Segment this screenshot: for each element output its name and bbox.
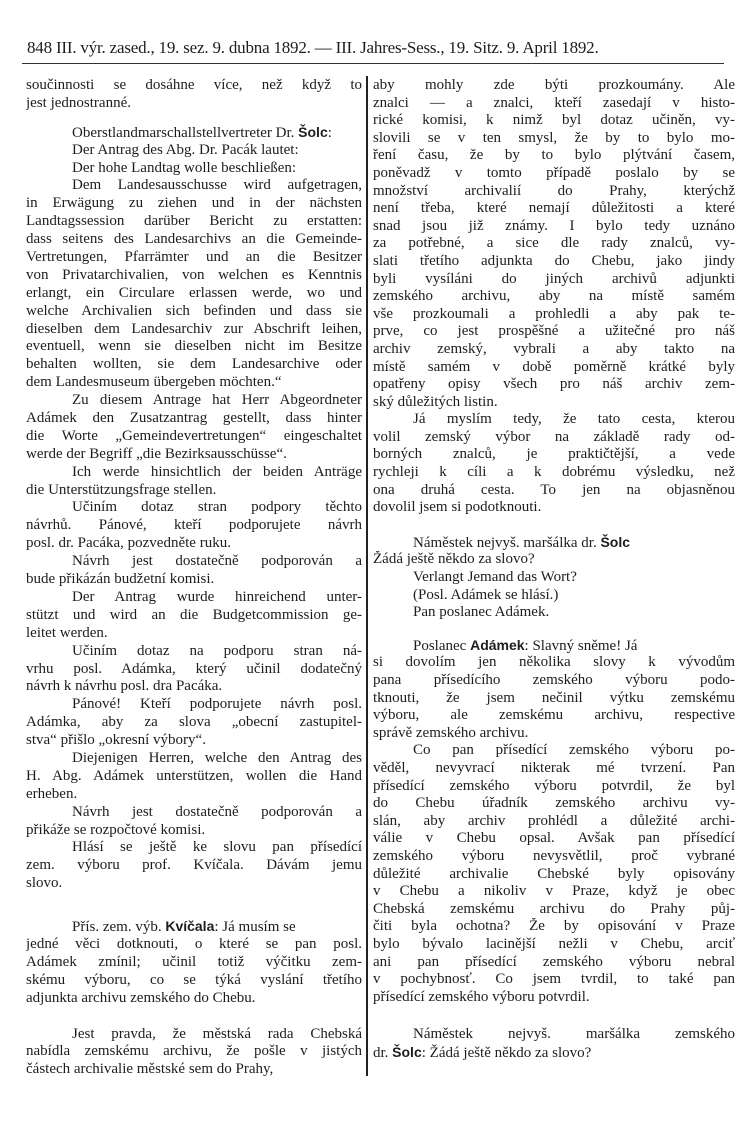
- text-line: die Worte „Gemeindevertretungen“ eingeschaltet: [26, 427, 362, 444]
- left-column: [26, 77, 362, 1079]
- speaker-line: [26, 124, 362, 142]
- line-content: [72, 919, 296, 935]
- line-content: [413, 535, 630, 551]
- text-line: znalci — a znalci, kteří zasedají v histo-: [373, 94, 735, 111]
- text-line: Vertretungen, Pfarrämter und an die Besitzer: [26, 249, 362, 266]
- paragraph: [26, 696, 362, 750]
- text-line: Diejenigen Herren, welche den Antrag des: [72, 749, 362, 766]
- text-line: poněvadž v tomto případě poslalo by se: [373, 164, 735, 181]
- text-line: v Chebu a nikoliv v Praze, když je obec: [373, 883, 735, 900]
- line-text: : Já musím se: [214, 919, 296, 936]
- text-line: snad jsou již známy. I bylo tedy uznáno: [373, 217, 735, 234]
- paragraph: [373, 569, 735, 587]
- text-line: erheben.: [26, 785, 78, 802]
- paragraph: [26, 643, 362, 697]
- text-line: behalten wollten, sie dem Landesarchive oder: [26, 356, 362, 373]
- text-line: vrhu posl. Adámka, který učinil dodatečný: [26, 660, 362, 677]
- text-line: Pan poslanec Adámek.: [413, 604, 550, 621]
- text-line: borných znalců, je praktičtější, a vede: [373, 446, 735, 463]
- text-line: Landtagssession darüber Bericht zu erstatten:: [26, 213, 362, 230]
- text-line: tknouti, že jsem nečinil výtku zemskému: [373, 689, 735, 706]
- speaker-name: Kvíčala: [165, 918, 215, 935]
- line-text: dr.: [373, 1044, 393, 1061]
- text-line: Já myslím tedy, že tato cesta, kterou: [413, 411, 735, 428]
- text-line: návrh k návrhu posl. dra Pacáka.: [26, 678, 223, 695]
- line-text: Oberstlandmarschallstellvertreter Dr.: [72, 124, 299, 141]
- text-line: die Unterstützungsfrage stellen.: [26, 481, 217, 498]
- text-line: von Privatarchivalien, von welchen es Kenntnis: [26, 266, 362, 283]
- text-line: volil zemský výbor na základě rady od-: [373, 428, 735, 445]
- paragraph: [26, 1026, 362, 1080]
- line-text: Náměstek nejvyš. maršálka dr.: [413, 534, 601, 551]
- text-line: skému výboru, co se týká vyslání třetího: [26, 971, 362, 988]
- paragraph: [26, 918, 362, 1007]
- text-line: ani pan přísedící zemského výboru nebral: [373, 953, 735, 970]
- line-text: : Žádá ještě někdo za slovo?: [421, 1044, 592, 1061]
- speaker-name: Adámek: [470, 636, 525, 653]
- line-content: [72, 125, 332, 141]
- text-line: slati třetího adjunkta do Chebu, jako jindy: [373, 252, 735, 269]
- text-line: byli vysíláni do jiných archivů adjunkti: [373, 270, 735, 287]
- text-line: Pánové! Kteří podporujete návrh posl.: [72, 696, 362, 713]
- paragraph: [26, 589, 362, 643]
- text-line: erlangt, ein Circulare erlassen werde, wo und: [26, 284, 362, 301]
- text-line: in Erwägung zu ziehen und in der nächsten: [26, 195, 362, 212]
- text-line: správě zemského archivu.: [373, 724, 529, 741]
- text-line: dieselben dem Landesarchiv zur Abschrift leihen,: [26, 320, 362, 337]
- paragraph: [373, 587, 735, 605]
- text-line: Náměstek nejvyš. maršálka zemského: [413, 1026, 735, 1043]
- text-line: Dem Landesausschusse wird aufgetragen,: [72, 177, 362, 194]
- paragraph: [373, 742, 735, 1006]
- paragraph: [26, 750, 362, 804]
- text-line: výboru, ale zemskému archivu, respective: [373, 707, 735, 724]
- text-line: věděl, nevyvrací nikterak mé tvrzení. Pan: [373, 759, 735, 776]
- speaker-name: Šolc: [298, 123, 328, 140]
- text-line: (Posl. Adámek se hlásí.): [413, 586, 559, 603]
- text-line: čiti byla ochotna? Že by opisování v Praze: [373, 918, 735, 935]
- text-line: do Chebu úřadník zemského archivu vy-: [373, 795, 735, 812]
- text-line: Ich werde hinsichtlich der beiden Anträge: [72, 463, 362, 480]
- header-divider: [22, 63, 724, 64]
- text-line: opatřeny opisy všech pro náš archiv zem-: [373, 376, 735, 393]
- column-divider: [366, 76, 368, 1076]
- text-line: Adámek zmínil; učinil totiž výčitku zem-: [26, 953, 362, 970]
- paragraph: [26, 392, 362, 464]
- paragraph: [373, 604, 735, 622]
- line-text: Přís. zem. výb.: [72, 919, 166, 936]
- text-line: dem Landesmuseum übergeben möchten.“: [26, 374, 282, 391]
- paragraph: [373, 637, 735, 743]
- text-line: jedné věci dotknouti, o které se pan posl.: [26, 935, 362, 952]
- text-line: rické komisi, k nimž byl dotaz učiněn, vy-: [373, 112, 735, 129]
- text-line: Jest pravda, že městská rada Chebská: [72, 1025, 362, 1042]
- paragraph: [26, 804, 362, 840]
- text-line: Chebská zemskému archivu do Prahy půj-: [373, 900, 735, 917]
- text-line: archiv zemský, vybrali a aby takto na: [373, 340, 735, 357]
- text-line: návrhů. Pánové, kteří podporujete návrh: [26, 517, 362, 534]
- speaker-line: [373, 534, 735, 552]
- text-line: Co pan přísedící zemského výboru po-: [413, 742, 735, 759]
- text-line: Žádá ještě někdo za slovo?: [373, 551, 535, 568]
- text-line: Návrh jest dostatečně podporován a: [72, 553, 362, 570]
- text-line: částech archivalie městské sem do Prahy,: [26, 1061, 274, 1078]
- text-line: Der Antrag des Abg. Dr. Pacák lautet:: [72, 141, 299, 158]
- text-line: slán, aby archiv prohlédl a důležité archi-: [373, 812, 735, 829]
- text-line: bylo bývalo lacinější nežli v Chebu, arciť: [373, 935, 735, 952]
- text-line: welche Archivalien sich befinden und dass sie: [26, 302, 362, 319]
- text-line: Učiním dotaz na podporu stran ná-: [72, 642, 362, 659]
- line-text: : Slavný sněme! Já: [524, 637, 638, 654]
- paragraph: [26, 553, 362, 589]
- text-line: za potřebné, a sice dle rady znalců, vy-: [373, 235, 735, 252]
- right-column: [373, 77, 735, 1061]
- text-line: leitet werden.: [26, 624, 108, 641]
- text-line: ský důležitých listin.: [373, 393, 498, 410]
- text-line: Der Antrag wurde hinreichend unter-: [72, 588, 362, 605]
- text-line: rychleji k cíli a k dobrému výsledku, než: [373, 464, 735, 481]
- text-line: není třeba, které nemají důležitosti a které: [373, 200, 735, 217]
- text-line: vše prozkoumali a prohledli a aby pak te-: [373, 305, 735, 322]
- text-line: Učiním dotaz stran podpory těchto: [72, 499, 362, 516]
- text-line: adjunkta archivu zemského do Chebu.: [26, 989, 256, 1006]
- text-line: si dovolím jen několika slovy k vývodům: [373, 654, 735, 671]
- speaker-line: [373, 1044, 735, 1062]
- text-line: zemského archivu, aby na místě samém: [373, 288, 735, 305]
- text-line: stützt und wird an die Budgetcommission ge-: [26, 606, 362, 623]
- paragraph: [26, 142, 362, 160]
- paragraph: [26, 839, 362, 893]
- text-line: dovolil jsem si podotknouti.: [373, 499, 542, 516]
- text-line: dass seitens des Landesarchivs an die Gemeinde-: [26, 231, 362, 248]
- paragraph: [373, 411, 735, 517]
- paragraph: [373, 534, 735, 569]
- text-line: posl. dr. Pacáka, pozvedněte ruku.: [26, 535, 231, 552]
- text-line: místě samém v době poměrně krátké byly: [373, 358, 735, 375]
- text-line: stva“ přišlo „okresní výbory“.: [26, 732, 206, 749]
- text-line: prve, co jest prospěšné a užitečné pro náš: [373, 323, 735, 340]
- paragraph: [26, 464, 362, 500]
- line-content: [373, 1045, 591, 1061]
- text-line: werde der Begriff „die Bezirksausschüsse“.: [26, 445, 287, 462]
- text-line: bude přikázán budžetní komisi.: [26, 571, 215, 588]
- paragraph: [26, 160, 362, 178]
- paragraph: [373, 77, 735, 411]
- line-text: Poslanec: [413, 637, 471, 654]
- paragraph: [26, 499, 362, 553]
- text-line: přísedící zemského výboru potvrdil, že byl: [373, 777, 735, 794]
- paragraph: [373, 1026, 735, 1061]
- paragraph: [26, 124, 362, 142]
- text-line: Návrh jest dostatečně podporován a: [72, 803, 362, 820]
- speaker-name: Šolc: [600, 533, 631, 550]
- speaker-line: [373, 637, 735, 655]
- text-line: pana přísedícího zemského výboru podo-: [373, 672, 735, 688]
- text-line: válie v Chebu opsal. Avšak pan přísedící: [373, 830, 735, 847]
- text-line: ona druhá cesta. To jen na objasněnou: [373, 481, 735, 498]
- text-line: Verlangt Jemand das Wort?: [413, 569, 577, 586]
- paragraph: [26, 177, 362, 392]
- text-line: Adámek den Zusatzantrag gestellt, dass hinter: [26, 410, 362, 427]
- text-line: součinnosti se dosáhne více, než když to: [26, 77, 362, 93]
- text-line: eventuell, wenn sie dieselben nicht im Besitze: [26, 338, 362, 355]
- text-line: ření času, že by to bylo plýtvání časem,: [373, 147, 735, 164]
- text-line: zemského výboru nevysvětlil, proč vybrané: [373, 847, 735, 864]
- line-content: [413, 638, 637, 654]
- text-line: Adámka, aby za slova „obecní zastupitel-: [26, 714, 362, 731]
- text-line: aby mohly zde býti prozkoumány. Ale: [373, 77, 735, 93]
- speaker-line: [26, 918, 362, 936]
- text-line: nabídla zemskému archivu, že pošle v jistých: [26, 1043, 362, 1060]
- text-line: Zu diesem Antrage hat Herr Abgeordneter: [72, 392, 362, 409]
- text-line: H. Abg. Adámek unterstützen, wollen die Hand: [26, 767, 362, 784]
- text-line: slovo.: [26, 875, 63, 892]
- text-line: množství archivalií do Prahy, kterýchž: [373, 182, 735, 199]
- text-line: Der hohe Landtag wolle beschließen:: [72, 159, 297, 176]
- text-line: jest jednostranné.: [26, 94, 131, 111]
- text-line: Hlásí se ještě ke slovu pan přísedící: [72, 839, 362, 856]
- paragraph: [26, 77, 362, 113]
- text-line: v pochybnosť. Co jsem tvrdil, to také pan: [373, 971, 735, 988]
- text-line: přikáže se rozpočtové komisi.: [26, 821, 206, 838]
- text-line: slovili se v ten smysl, že by to bylo mo-: [373, 129, 735, 146]
- text-line: přísedící zemského výboru potvrdil.: [373, 988, 590, 1005]
- text-line: zem. výboru prof. Kvíčala. Dávám jemu: [26, 857, 362, 874]
- speaker-name: Šolc: [392, 1043, 422, 1060]
- page-header: 848 III. výr. zased., 19. sez. 9. dubna 1892. — III. Jahres-Sess., 19. Sitz. 9. April 1892.: [27, 38, 599, 57]
- line-text: :: [327, 124, 332, 141]
- text-line: důležité archivalie Chebské byly opisovány: [373, 865, 735, 882]
